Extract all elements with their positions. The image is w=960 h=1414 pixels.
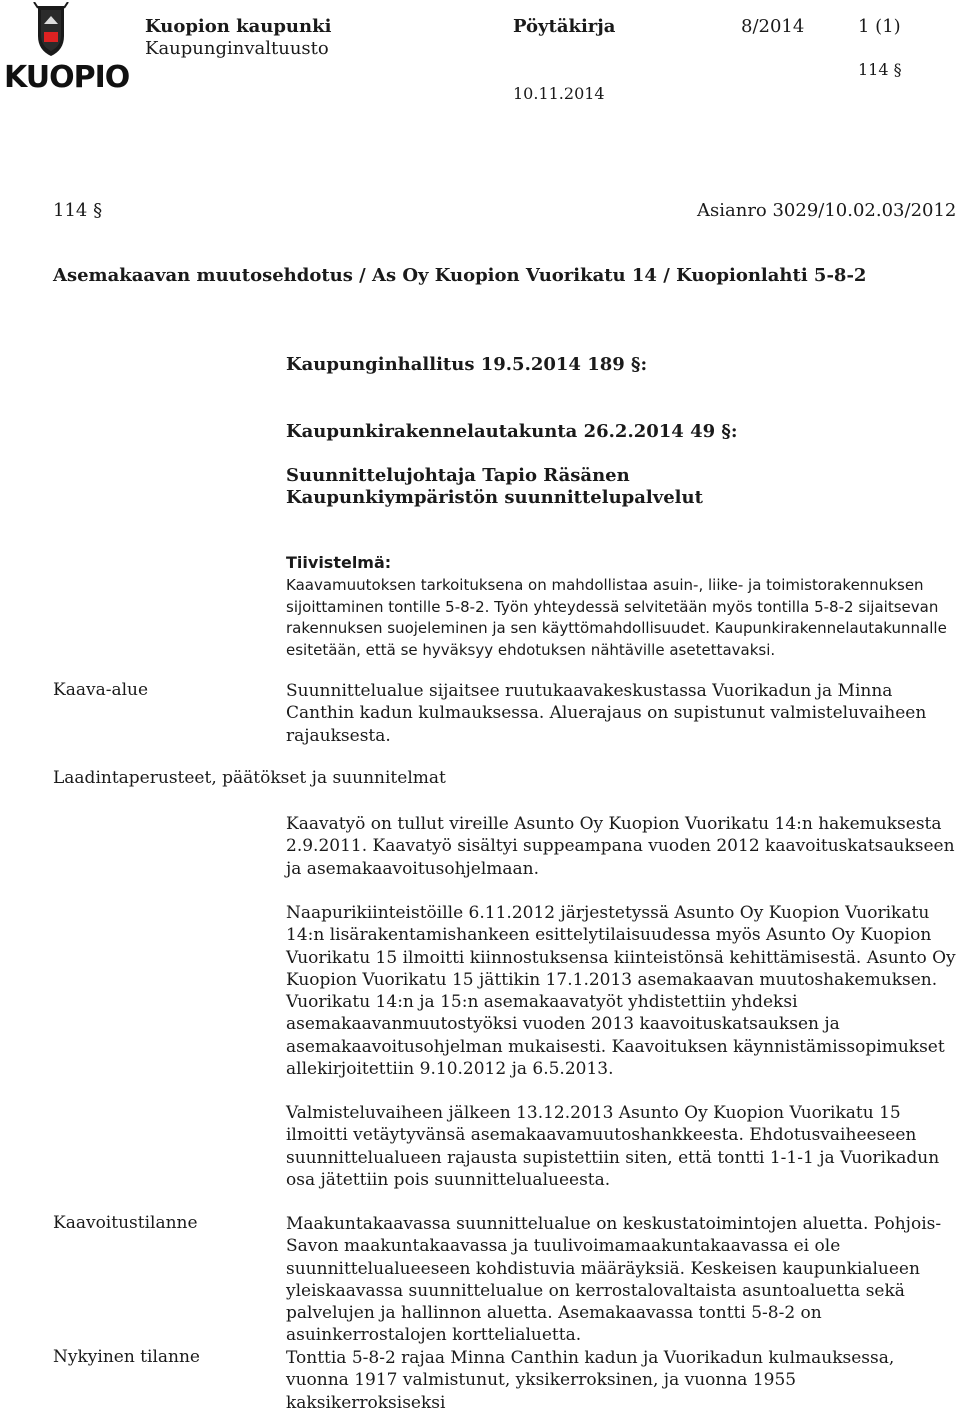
area-paragraph: Suunnittelualue sijaitsee ruutukaavakeskustassa Vuorikadun ja Minna Canthin kadun kulmauksessa. Aluerajaus on supistunut valmisteluvaiheen rajauksesta. — [286, 681, 927, 746]
page-number: 1 (1) — [858, 16, 901, 37]
current-text — [286, 1347, 958, 1414]
current-label: Nykyinen tilanne — [53, 1347, 200, 1367]
current-paragraph: Tonttia 5-8-2 rajaa Minna Canthin kadun ja Vuorikadun kulmauksessa, vuonna 1917 valmistunut, yksikerroksinen, ja vuonna 1955 kaksikerroksiseksi — [286, 1348, 895, 1413]
basis-paragraph-2: Naapurikiinteistöille 6.11.2012 järjestetyssä Asunto Oy Kuopion Vuorikatu 14:n lisärakentamishankeen esittelytilaisuudessa myös Asunto Oy Kuopion Vuorikatu 15 ilmoitti kiinnostuksensa kiinteistönsä kehittämisestä. Asunto Oy Kuopion Vuorikatu 15 jättikin 17.1.2013 asemakaavan muutoshakemuksen. Vuorikatu 14:n ja 15:n asemakaavatyöt yhdistettiin yhdeksi asemakaavanmuutostyöksi vuoden 2013 kaavoituskatsauksen ja asemakaavoitusohjelman mukaisesti. Kaavoituksen käynnistämissopimukset allekirjoitettiin 9.10.2012 ja 6.5.2013. — [286, 903, 956, 1080]
board-heading: Kaupunginhallitus 19.5.2014 189 §: — [286, 354, 648, 375]
org-unit: Kaupunginvaltuusto — [145, 38, 329, 59]
org-name: Kuopion kaupunki — [145, 16, 332, 37]
zoning-text — [286, 1213, 958, 1347]
basis-text-3 — [286, 1102, 958, 1191]
basis-paragraph-1: Kaavatyö on tullut vireille Asunto Oy Kuopion Vuorikatu 14:n hakemuksesta 2.9.2011. Kaavatyö sisältyi suppeampana vuoden 2012 kaavoituskatsaukseen ja asemakaavoitusohjelmaan. — [286, 814, 955, 879]
coat-of-arms-icon — [4, 2, 98, 62]
basis-label: Laadintaperusteet, päätökset ja suunnitelmat — [53, 768, 446, 788]
basis-paragraph-3: Valmisteluvaiheen jälkeen 13.12.2013 Asunto Oy Kuopion Vuorikatu 15 ilmoitti vetäytyvänsä asemakaavamuutoshankkeesta. Ehdotusvaiheeseen suunnittelualueen rajausta supistettiin siten, että tontti 1-1-1 ja Vuorikadun osa jätettiin pois suunnittelualueesta. — [286, 1103, 940, 1190]
zoning-label: Kaavoitustilanne — [53, 1213, 198, 1233]
presenter-name: Suunnittelujohtaja Tapio Räsänen — [286, 465, 630, 486]
committee-heading: Kaupunkirakennelautakunta 26.2.2014 49 §: — [286, 421, 738, 442]
meeting-date: 10.11.2014 — [513, 84, 605, 103]
case-section: 114 § — [53, 200, 103, 221]
doc-number: 8/2014 — [741, 16, 805, 37]
summary-heading: Tiivistelmä: — [286, 553, 392, 572]
basis-text-1 — [286, 813, 958, 880]
case-title: Asemakaavan muutosehdotus / As Oy Kuopion Vuorikatu 14 / Kuopionlahti 5-8-2 — [53, 265, 867, 286]
basis-text-2 — [286, 902, 958, 1080]
logo-wordmark: KUOPIO — [4, 60, 130, 95]
area-text — [286, 680, 958, 747]
zoning-paragraph: Maakuntakaavassa suunnittelualue on keskustatoimintojen aluetta. Pohjois-Savon maakuntakaavassa ja tuulivoimamaakuntakaavassa ei ole suunnittelualueeseen kohdistuvia määräyksiä. Keskeisen kaupunkialueen yleiskaavassa suunnittelualue on kerrostalovaltaista asuntoaluetta sekä palvelujen ja hallinnon aluetta. Asemakaavassa tontti 5-8-2 on asuinkerrostalojen korttelialuetta. — [286, 1214, 942, 1346]
summary-text — [286, 575, 958, 661]
header-section-ref: 114 § — [858, 60, 902, 79]
case-number: Asianro 3029/10.02.03/2012 — [697, 200, 957, 221]
doc-type: Pöytäkirja — [513, 16, 616, 37]
area-label: Kaava-alue — [53, 680, 149, 700]
presenter-unit: Kaupunkiympäristön suunnittelupalvelut — [286, 487, 703, 508]
summary-paragraph: Kaavamuutoksen tarkoituksena on mahdollistaa asuin-, liike- ja toimistorakennuksen sijoittaminen tontille 5-8-2. Työn yhteydessä selvitetään myös tontilla 5-8-2 sijaitsevan rakennuksen suojeleminen ja sen käyttömahdollisuudet. Kaupunkirakennelautakunnalle esitetään, että se hyväksyy ehdotuksen nähtäville asetettavaksi. — [286, 576, 947, 659]
